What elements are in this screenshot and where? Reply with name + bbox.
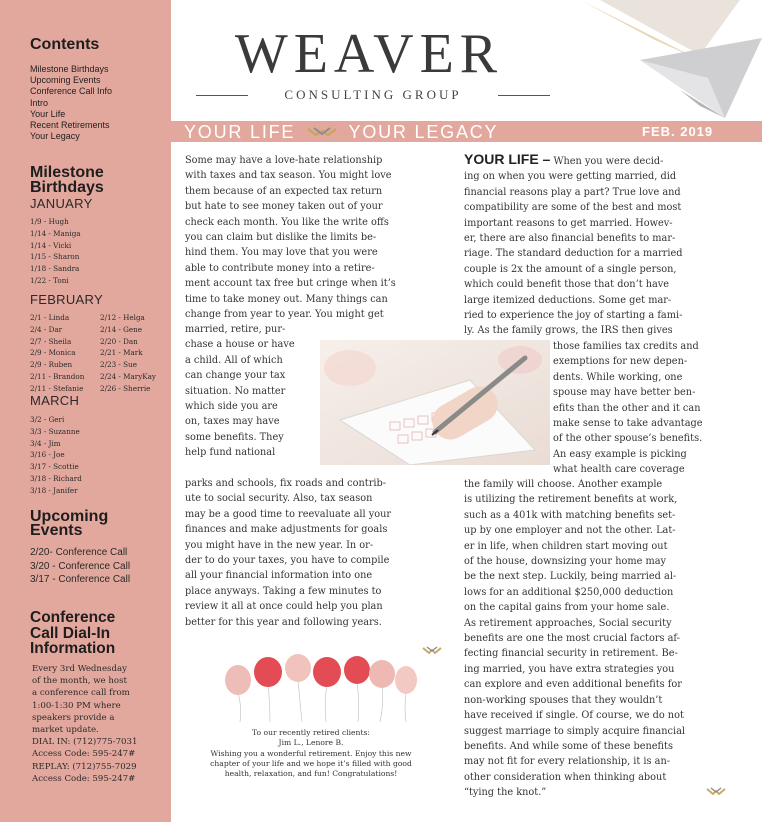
birthday-item: 3/2 - Geri [30, 415, 65, 424]
your-life-line: the family will choose. Another example [464, 479, 663, 490]
your-life-line: er, there are also financial benefits to mar- [464, 233, 676, 245]
birthday-item: 3/4 - Jim [30, 438, 61, 448]
events-heading [30, 510, 108, 538]
balloon [395, 666, 417, 694]
retirement-note-line: health, relaxation, and fun! Congratulations! [224, 769, 398, 779]
intro-top [185, 153, 447, 322]
birthday-item: 1/14 - Maniga [30, 228, 81, 238]
february-label: FEBRUARY [30, 292, 103, 307]
your-life-line: lows for an additional $250,000 deduction [464, 586, 674, 598]
dialin-phone: DIAL IN: (712)775-7031 [32, 737, 138, 748]
birthday-item: 3/16 - Joe [30, 450, 65, 460]
birthday-item: 1/14 - Vicki [30, 240, 72, 250]
birthday-item: 2/23 - Sue [100, 360, 137, 370]
intro-line: review it all at once could help you plan [185, 601, 383, 613]
intro-line: all your financial information into one [185, 570, 373, 582]
birthday-item: 2/21 - Mark [100, 348, 143, 358]
intro-line: married, retire, pur- [185, 324, 286, 335]
february-list-col2 [100, 312, 156, 395]
birthday-item: 2/1 - Linda [30, 313, 70, 322]
your-life-bottom [464, 477, 734, 801]
your-life-line: those families tax credits and [553, 341, 699, 352]
contents-item-retirements[interactable]: Recent Retirements [30, 120, 110, 131]
intro-line: on, taxes may have [185, 416, 280, 428]
your-life-top [464, 152, 734, 339]
contents-item-events[interactable]: Upcoming Events [30, 75, 101, 86]
dialin-heading [30, 610, 115, 657]
event-item: 2/20- Conference Call [30, 547, 128, 558]
dialin-info [32, 663, 170, 785]
intro-line: finances and make adjustments for goals [185, 524, 388, 536]
your-life-line: important reasons to get married. Howev- [464, 217, 673, 229]
your-life-line: have received if single. Of course, we do not [464, 710, 684, 722]
intro-wrap [185, 322, 315, 461]
birthday-item: 1/22 - Toni [30, 275, 69, 285]
balloon [225, 665, 251, 695]
your-life-line: ly. As the family grows, the IRS then gives [464, 325, 673, 337]
events-list [30, 546, 130, 587]
intro-line: change from year to year. You might get [185, 309, 384, 321]
birthday-item: 2/24 - MaryKay [100, 371, 156, 381]
band-your-life: YOUR LIFE [184, 122, 296, 142]
birthdays-heading-line2: Birthdays [30, 178, 104, 196]
your-life-line: benefits. And while some of these benefits [464, 740, 673, 752]
your-life-line: exemptions for new depen- [553, 356, 688, 368]
birthday-item: 1/9 - Hugh [30, 217, 69, 226]
retirement-note-line: To our recently retired clients: [252, 728, 370, 737]
intro-line: better for this year and following years. [185, 616, 382, 628]
your-life-line: can explore and even additional benefits for [464, 679, 682, 691]
your-life-line: ing married, you have extra strategies you [464, 663, 675, 675]
dialin-line: Every 3rd Wednesday [32, 664, 127, 674]
intro-line: you can claim but dislike the limits be- [185, 232, 377, 244]
tax-forms-photo [320, 340, 550, 465]
march-list [30, 414, 82, 497]
your-life-line: may not fit for every relationship, it is an- [464, 756, 671, 768]
intro-line: can change your tax [185, 370, 286, 382]
balloon [313, 657, 341, 687]
logo-rule-left [196, 95, 248, 96]
event-item: 3/17 - Conference Call [30, 574, 131, 585]
dialin-line: speakers provide a [32, 712, 115, 723]
your-life-line: up by one employer and not the other. Lat- [464, 525, 676, 537]
handshake-icon [306, 125, 338, 139]
your-life-line: other consideration when thinking about [464, 771, 667, 783]
intro-line: a child. All of which [185, 354, 283, 366]
intro-line: may be a good time to reevaluate all your [185, 508, 392, 520]
birthday-item: 2/12 - Helga [100, 313, 145, 322]
your-life-line: of the house, downsizing your home may [464, 556, 667, 568]
birthday-item: 1/15 - Sharon [30, 252, 80, 262]
intro-line: able to contribute money into a retire- [185, 262, 375, 274]
your-life-line: which could benefit those that don’t have [464, 279, 670, 291]
intro-line: ment account tax free but cringe when it’s [185, 278, 396, 290]
birthday-item: 2/26 - Sherrie [100, 383, 151, 393]
march-label: MARCH [30, 393, 80, 408]
your-life-line: such as a 401k with matching benefits set- [464, 509, 676, 521]
intro-line: you might have in the new year. In or- [185, 539, 374, 551]
your-life-line: efits than the other and it can [553, 402, 701, 414]
replay-code: Access Code: 595-247# [32, 773, 136, 784]
dialin-heading-line1: Conference [30, 609, 116, 626]
balloons-graphic [220, 652, 420, 724]
dialin-line: 1:00-1:30 PM where [32, 700, 121, 711]
your-life-line: of the other spouse’s benefits. [553, 433, 703, 445]
intro-line: some benefits. They [185, 431, 284, 443]
intro-line: which side you are [185, 401, 278, 413]
your-life-line: suggest marriage to simply acquire financial [464, 725, 686, 737]
your-life-line: large itemized deductions. Some get mar- [464, 294, 672, 306]
brand-subtitle: CONSULTING GROUP [284, 87, 462, 102]
your-life-line: non-working spouses that they wouldn’t [464, 694, 663, 706]
your-life-line: spouse may have better ben- [553, 387, 696, 399]
intro-line: check each month. You like the write offs [185, 216, 389, 228]
dialin-heading-line2: Call Dial-In [30, 624, 111, 642]
dialin-code: Access Code: 595-247# [32, 749, 136, 760]
band-title [184, 121, 498, 142]
your-life-line: “tying the knot.” [464, 787, 547, 799]
birthday-item: 2/7 - Sheila [30, 336, 72, 346]
retirement-note-line: chapter of your life and we hope it’s filled with good [210, 758, 412, 768]
balloon [285, 654, 311, 682]
brand-name: WEAVER [234, 23, 504, 85]
birthday-item: 2/20 - Dan [100, 336, 138, 346]
contents-heading: Contents [30, 36, 100, 53]
balloon [254, 657, 282, 687]
end-mark-icon [706, 786, 726, 796]
january-label: JANUARY [30, 196, 93, 211]
birthday-item: 2/11 - Brandon [30, 371, 85, 381]
your-life-first-text: When you were decid- [550, 156, 664, 167]
your-life-line: riage. The standard deduction for a married [464, 248, 683, 260]
your-life-wrap [553, 339, 734, 478]
your-life-line: dents. While working, one [553, 371, 683, 383]
contents-item-birthdays[interactable]: Milestone Birthdays [30, 64, 109, 74]
your-life-first-line [464, 152, 734, 169]
your-life-line: make sense to take advantage [553, 418, 703, 430]
replay-phone: REPLAY: (712)755-7029 [32, 761, 137, 772]
dialin-line: of the month, we host [32, 676, 127, 687]
birthday-item: 2/14 - Gene [100, 324, 143, 334]
your-life-line: on the capital gains from your home sale. [464, 602, 670, 614]
dialin-line: a conference call from [32, 688, 130, 699]
dialin-heading-line3: Information [30, 640, 116, 657]
birthday-item: 2/4 - Dar [30, 324, 63, 334]
contents-item-conference[interactable]: Conference Call Info [30, 86, 113, 97]
your-life-heading: YOUR LIFE – [464, 152, 551, 167]
your-life-line: is utilizing the retirement benefits at work, [464, 494, 678, 506]
intro-line: der to do your taxes, you have to compile [185, 555, 390, 567]
intro-line: hind them. You may love that you were [185, 247, 378, 259]
intro-bottom [185, 476, 447, 630]
your-life-line: ing on when you were getting married, did [464, 171, 677, 183]
intro-line: chase a house or have [185, 339, 295, 351]
dialin-line: market update. [32, 725, 99, 736]
your-life-line: what health care coverage [553, 464, 685, 476]
birthdays-heading [30, 166, 104, 195]
intro-line: with taxes and tax season. You might love [185, 170, 392, 182]
blurred-bokeh [324, 350, 376, 386]
event-item: 3/20 - Conference Call [30, 560, 131, 572]
intro-line: time to take money out. Many things can [185, 293, 388, 305]
intro-line: them because of an expected tax return [185, 185, 383, 197]
your-life-line: benefits are one the most crucial factors af- [464, 633, 680, 645]
intro-line: but hate to see money taken out of your [185, 201, 383, 213]
section-divider-icon [422, 645, 442, 655]
your-life-line: er in life, when children start moving out [464, 540, 668, 552]
events-heading-line2: Events [30, 522, 83, 539]
your-life-line: be the next step. Luckily, being married al- [464, 571, 677, 583]
logo-rule-right [498, 95, 550, 96]
birthday-item: 3/17 - Scottie [30, 462, 79, 472]
issue-date: FEB. 2019 [642, 124, 714, 139]
birthday-item: 3/18 - Janifer [30, 485, 78, 495]
birthday-item: 1/18 - Sandra [30, 264, 80, 274]
retirement-note-line: Wishing you a wonderful retirement. Enjoy this new [210, 748, 412, 758]
your-life-line: compatibility are some of the best and most [464, 202, 682, 214]
balloon [369, 660, 395, 688]
your-life-line: An easy example is picking [553, 448, 687, 460]
birthdays-heading-line1: Milestone [30, 164, 104, 181]
your-life-line: financial reasons play a part? True love and [464, 186, 681, 198]
your-life-line: fecting financial security in retirement. Be- [464, 648, 678, 660]
events-heading-line1: Upcoming [30, 508, 109, 525]
intro-line: parks and schools, fix roads and contrib- [185, 478, 387, 489]
intro-line: situation. No matter [185, 385, 286, 397]
birthday-item: 2/11 - Stefanie [30, 383, 84, 393]
contents-item-legacy[interactable]: Your Legacy [30, 131, 80, 142]
contents-item-intro[interactable]: Intro [30, 97, 49, 108]
contents-item-your-life[interactable]: Your Life [30, 108, 66, 119]
band-your-legacy: YOUR LEGACY [348, 122, 499, 142]
your-life-line: As retirement approaches, Social security [464, 617, 672, 629]
birthday-item: 3/3 - Suzanne [30, 426, 80, 436]
retirement-names: Jim L., Lenore B. [278, 738, 344, 748]
birthday-item: 2/9 - Ruben [30, 360, 73, 370]
february-list-col1 [30, 312, 84, 395]
intro-line: Some may have a love-hate relationship [185, 155, 383, 166]
birthday-item: 2/9 - Monica [30, 348, 76, 358]
birthday-item: 3/18 - Richard [30, 473, 82, 483]
retirement-note [180, 728, 442, 779]
balloon [344, 656, 370, 684]
intro-line: ute to social security. Also, tax season [185, 493, 373, 505]
your-life-line: ried to experience the joy of starting a fami- [464, 310, 683, 322]
your-life-line: couple is 2x the amount of a single person, [464, 263, 677, 275]
intro-line: help fund national [185, 447, 276, 459]
intro-line: place anyways. Taking a few minutes to [185, 585, 382, 597]
january-list [30, 216, 81, 287]
